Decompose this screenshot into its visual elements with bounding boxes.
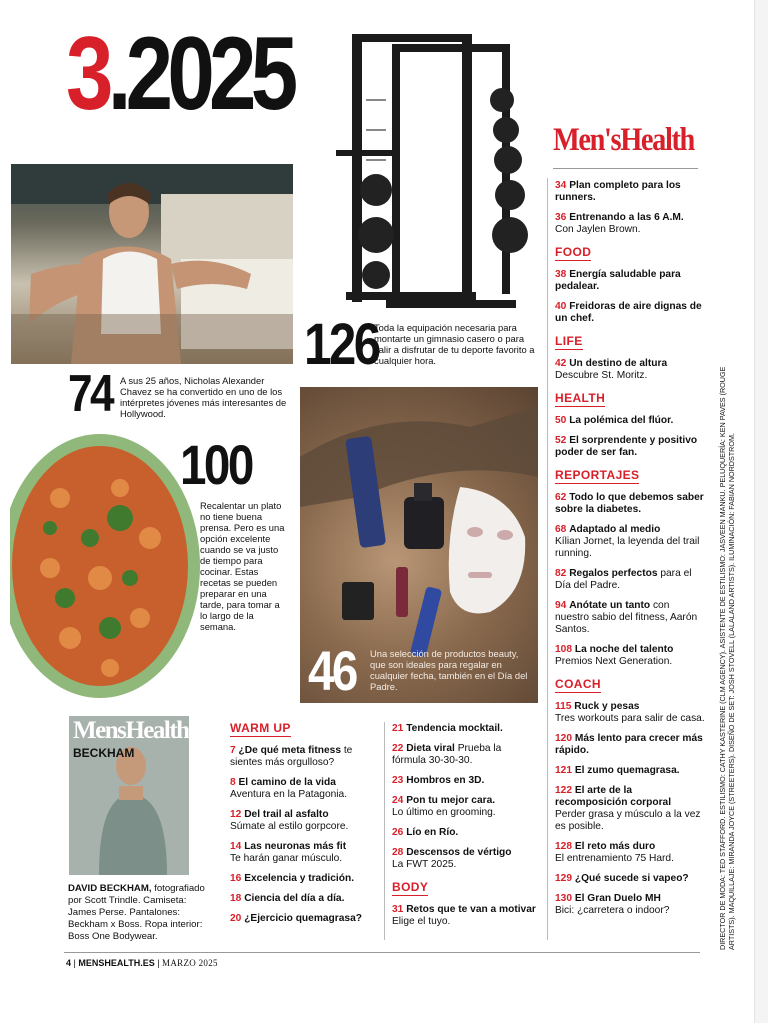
item-title: Más lento para crecer más rápido. — [555, 733, 703, 756]
section-heading: COACH — [555, 677, 601, 691]
page-number: 108 — [555, 644, 572, 655]
food-bowl-photo[interactable] — [10, 428, 200, 703]
item-title: Freidoras de aire dignas de un chef. — [555, 301, 702, 324]
item-title: Retos que te van a motivar — [406, 904, 536, 915]
item-subtitle: con nuestro sabio del fitness, Aarón Santos. — [555, 600, 698, 635]
item-title: Un destino de altura — [569, 358, 668, 369]
item-subtitle: El entrenamiento 75 Hard. — [555, 853, 674, 864]
toc-item[interactable] — [555, 785, 705, 833]
toc-item[interactable] — [555, 492, 705, 516]
toc-item[interactable] — [555, 701, 705, 725]
page-number: 62 — [555, 492, 567, 503]
item-title: Excelencia y tradición. — [244, 873, 355, 884]
toc-item[interactable] — [555, 600, 705, 636]
column-divider — [384, 722, 385, 940]
section-heading: FOOD — [555, 245, 592, 259]
toc-column-c — [555, 180, 705, 925]
page-number: 23 — [392, 775, 404, 786]
page-number: 122 — [555, 785, 572, 796]
item-title: El sorprendente y positivo poder de ser fan. — [555, 435, 698, 458]
page-number: 24 — [392, 795, 404, 806]
footer-separator: | — [154, 958, 163, 968]
toc-item[interactable] — [392, 827, 537, 839]
toc-item[interactable] — [555, 415, 705, 427]
toc-item[interactable] — [392, 743, 537, 767]
mens-health-logo[interactable]: Men'sHealth — [553, 122, 694, 158]
page-number: 130 — [555, 893, 572, 904]
toc-item[interactable] — [392, 795, 537, 819]
page-edge — [754, 0, 768, 1023]
toc-item[interactable] — [555, 733, 705, 757]
page-number: 34 — [555, 180, 567, 191]
toc-item[interactable] — [555, 524, 705, 560]
toc-item[interactable] — [555, 301, 705, 325]
item-subtitle: Prueba la fórmula 30-30-30. — [392, 743, 502, 766]
photo-credits: DIRECTOR DE MODA: TED STAFFORD. ESTILISMO: CATHY KASTERINE (CLM AGENCY). ASISTENTE DE ESTILISMO: JASVEEN MANKU. PELUQUERÍA: KEN PAVES (ROUGE ARTISTS). MAQUILLAJE: MIRANDA JOYCE (STREETERS). DISEÑO DE SET: JOSH STOVELL (LALALAND ARTISTS). ILUMINACIÓN: FABIAN NORDSTROM. — [718, 366, 736, 950]
caption-text: fotografiado por Scott Trindle. Camiseta: James Perse. Pantalones: Beckham x Boss. Ropa interior: Boss One Bodywear. — [68, 883, 205, 942]
item-title: La noche del talento — [574, 644, 674, 655]
toc-item[interactable] — [230, 777, 380, 801]
page-number: 50 — [555, 415, 567, 426]
issue-number: 3 — [66, 16, 108, 132]
item-title: Las neuronas más fit — [244, 841, 347, 852]
feature-126-text: Toda la equipación necesaria para montarte un gimnasio casero o para salir a disfrutar de tu deporte favorito a cualquier hora. — [374, 322, 535, 366]
item-title: Ciencia del día a día. — [244, 893, 345, 904]
page-number: 36 — [555, 212, 567, 223]
power-rack-photo[interactable] — [306, 30, 538, 330]
page-number: 26 — [392, 827, 404, 838]
page-number: 129 — [555, 873, 572, 884]
toc-item[interactable] — [555, 269, 705, 293]
footer-page-number: 4 — [66, 958, 72, 968]
item-title: El zumo quemagrasa. — [574, 765, 680, 776]
toc-item[interactable] — [555, 765, 705, 777]
feature-100-text: Recalentar un plato no tiene buena prensa. Pero es una opción excelente cuando se va justo de tiempo para cocinar. Estas recetas se pueden preparar en una tarde, para tomar a lo largo de la semana. — [200, 500, 285, 632]
item-title: ¿Qué sucede si vapeo? — [574, 873, 689, 884]
cover-caption — [68, 883, 208, 943]
item-subtitle: Súmate al estilo gorpcore. — [230, 821, 349, 832]
toc-column-b — [392, 723, 537, 936]
item-subtitle: Bici: ¿carretera o indoor? — [555, 905, 670, 916]
item-title: El camino de la vida — [238, 777, 336, 788]
cover-brand: MensHealth — [73, 717, 189, 744]
toc-item[interactable] — [230, 913, 380, 925]
toc-item[interactable] — [392, 904, 537, 928]
toc-item[interactable] — [230, 745, 380, 769]
toc-item[interactable] — [555, 435, 705, 459]
page-number: 18 — [230, 893, 242, 904]
page-number: 68 — [555, 524, 567, 535]
page-number: 40 — [555, 301, 567, 312]
item-title: Regalos perfectos — [569, 568, 658, 579]
footer-site[interactable]: MENSHEALTH.ES — [78, 958, 155, 968]
section-heading: REPORTAJES — [555, 468, 640, 482]
item-title: Anótate un tanto — [569, 600, 651, 611]
page-number: 38 — [555, 269, 567, 280]
item-subtitle: Lo último en grooming. — [392, 807, 496, 818]
item-title: El arte de la recomposición corporal — [555, 785, 672, 808]
item-subtitle: Descubre St. Moritz. — [555, 370, 648, 381]
issue-title — [66, 16, 293, 132]
footer-date: MARZO 2025 — [162, 958, 218, 968]
section-heading: WARM UP — [230, 721, 291, 735]
item-title: Adaptado al medio — [569, 524, 661, 535]
feature-74-number[interactable]: 74 — [68, 365, 113, 423]
item-title: El reto más duro — [574, 841, 656, 852]
item-subtitle: Elige el tuyo. — [392, 916, 451, 927]
toc-item[interactable] — [230, 841, 380, 865]
item-title: Plan completo para los runners. — [555, 180, 681, 203]
toc-item[interactable] — [230, 873, 380, 885]
item-subtitle: te sientes más orgulloso? — [230, 745, 353, 768]
toc-item[interactable] — [555, 180, 705, 204]
item-title: ¿De qué meta fitness — [238, 745, 341, 756]
item-title: Pon tu mejor cara. — [406, 795, 496, 806]
toc-item[interactable] — [392, 847, 537, 871]
item-title: Dieta viral — [406, 743, 455, 754]
page-number: 21 — [392, 723, 404, 734]
item-title: La polémica del flúor. — [569, 415, 674, 426]
actor-photo[interactable] — [11, 164, 293, 364]
footer-divider — [64, 952, 700, 953]
item-title: Tendencia mocktail. — [406, 723, 503, 734]
item-title: Del trail al asfalto — [244, 809, 329, 820]
feature-74-text: A sus 25 años, Nicholas Alexander Chavez se ha convertido en uno de los intérpretes jóvenes más interesantes de Hollywood. — [120, 375, 287, 419]
item-subtitle: Aventura en la Patagonia. — [230, 789, 348, 800]
page-number: 128 — [555, 841, 572, 852]
page-number: 12 — [230, 809, 242, 820]
page-number: 121 — [555, 765, 572, 776]
feature-46-text: Una selección de productos beauty, que son ideales para regalar en cualquier fecha, también en el Día del Padre. — [370, 648, 528, 692]
item-subtitle: La FWT 2025. — [392, 859, 457, 870]
toc-item[interactable] — [555, 841, 705, 865]
section-heading: HEALTH — [555, 391, 606, 405]
page-number: 82 — [555, 568, 567, 579]
item-title: Hombros en 3D. — [406, 775, 485, 786]
column-divider — [547, 178, 548, 940]
toc-item[interactable] — [555, 893, 705, 917]
section-heading: LIFE — [555, 334, 583, 348]
item-subtitle: Te harán ganar músculo. — [230, 853, 343, 864]
toc-item[interactable] — [555, 212, 705, 236]
page-number: 22 — [392, 743, 404, 754]
item-subtitle: Con Jaylen Brown. — [555, 224, 641, 235]
toc-item[interactable] — [555, 358, 705, 382]
page-number: 14 — [230, 841, 242, 852]
toc-item[interactable] — [555, 873, 705, 885]
item-title: Descensos de vértigo — [406, 847, 512, 858]
footer-separator: | — [71, 958, 79, 968]
item-subtitle: Premios Next Generation. — [555, 656, 673, 667]
logo-divider — [553, 168, 698, 169]
item-title: Energía saludable para pedalear. — [555, 269, 681, 292]
item-subtitle: para el Día del Padre. — [555, 568, 692, 591]
section-heading: BODY — [392, 880, 429, 894]
cover-name: BECKHAM — [73, 746, 135, 760]
page-number: 31 — [392, 904, 404, 915]
page-number: 120 — [555, 733, 572, 744]
toc-item[interactable] — [230, 893, 380, 905]
toc-item[interactable] — [555, 568, 705, 592]
toc-item[interactable] — [555, 644, 705, 668]
issue-year: .2025 — [107, 16, 293, 132]
caption-name: DAVID BECKHAM, — [68, 883, 152, 894]
page-number: 52 — [555, 435, 567, 446]
item-title: Lío en Río. — [406, 827, 459, 838]
item-subtitle: Tres workouts para salir de casa. — [555, 713, 705, 724]
feature-100-number[interactable]: 100 — [180, 433, 252, 496]
toc-column-warm-up — [230, 720, 380, 933]
page-number: 20 — [230, 913, 242, 924]
item-title: Ruck y pesas — [574, 701, 640, 712]
item-subtitle: Kílian Jornet, la leyenda del trail running. — [555, 536, 700, 559]
item-title: ¿Ejercicio quemagrasa? — [244, 913, 362, 924]
page-number: 7 — [230, 745, 236, 756]
item-subtitle: Perder grasa y músculo a la vez es posible. — [555, 809, 701, 832]
feature-126-number[interactable]: 126 — [304, 312, 379, 377]
page-number: 8 — [230, 777, 236, 788]
magazine-cover-thumbnail[interactable] — [69, 716, 189, 875]
item-title: El Gran Duelo MH — [574, 893, 661, 904]
item-title: Todo lo que debemos saber sobre la diabetes. — [555, 492, 704, 515]
feature-46-number[interactable]: 46 — [308, 639, 356, 702]
page-number: 94 — [555, 600, 567, 611]
item-title: Entrenando a las 6 A.M. — [569, 212, 684, 223]
page-number: 16 — [230, 873, 242, 884]
page-number: 115 — [555, 701, 572, 712]
toc-item[interactable] — [392, 775, 537, 787]
page-footer — [66, 958, 218, 968]
page-number: 42 — [555, 358, 567, 369]
page-number: 28 — [392, 847, 404, 858]
toc-item[interactable] — [392, 723, 537, 735]
toc-item[interactable] — [230, 809, 380, 833]
